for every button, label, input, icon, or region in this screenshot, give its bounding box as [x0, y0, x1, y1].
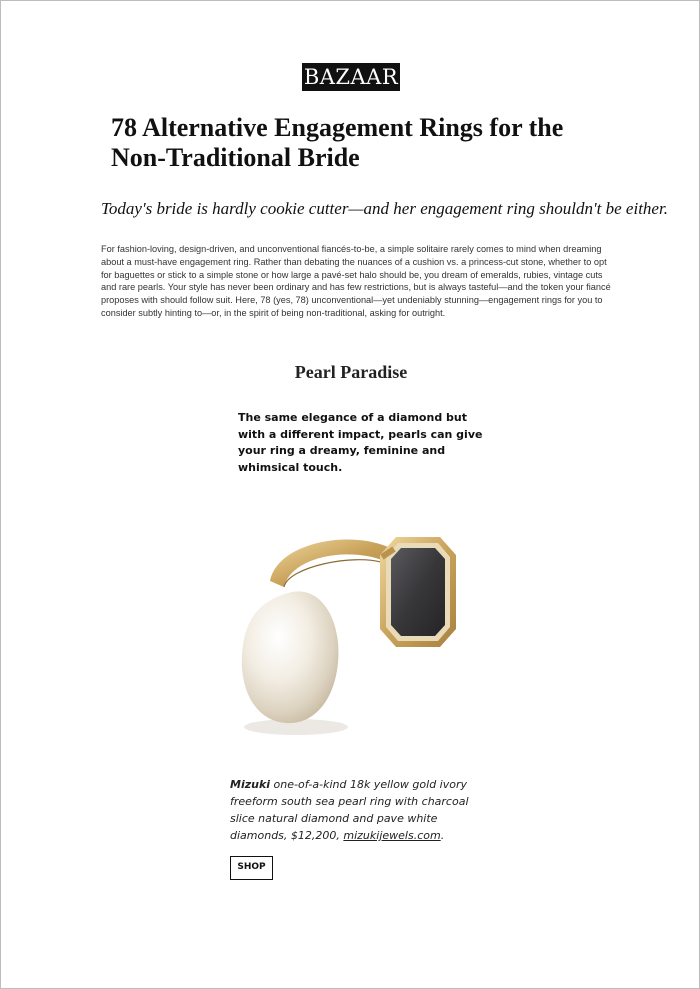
product-description: one-of-a-kind 18k yellow gold ivory freeform south sea pearl ring with charcoal slice natural diamond and pave white diamonds, $12,200, [230, 778, 469, 842]
section-title: Pearl Paradise [294, 362, 408, 382]
caption-trailing: . [440, 829, 445, 842]
bazaar-logo[interactable]: BAZAAR [303, 65, 399, 89]
pearl [242, 591, 339, 723]
product-link[interactable]: mizukijewels.com [343, 829, 441, 842]
article-dek: Today's bride is hardly cookie cutter—and her engagement ring shouldn't be either. [101, 199, 668, 218]
charcoal-diamond [391, 548, 445, 636]
section-intro: The same elegance of a diamond but with a different impact, pearls can give your ring a dreamy, feminine and whimsical touch. [238, 411, 483, 474]
product-caption [230, 776, 490, 844]
pearl-diamond-ring-image [234, 521, 496, 751]
shop-button[interactable]: SHOP [230, 856, 273, 880]
article-body: For fashion-loving, design-driven, and unconventional fiancés-to-be, a simple solitaire rarely comes to mind when dreaming about a must-have engagement ring. Rather than debating the nuances of a cushion vs. a princess-cut stone, whether to opt for baguettes or stick to a simple stone or how large a pavé-set halo should be, you dream of emeralds, rubies, vintage cuts and rare pearls. Your style has never been ordinary and has few restrictions, but is always tasteful—and the token your fiancé proposes with should follow suit. Here, 78 (yes, 78) unconventional—yet undeniably stunning—engagement rings for you to consider subtly hinting to—or, in the spirit of being non-traditional, asking for outright. [101, 244, 611, 318]
product-brand: Mizuki [230, 778, 271, 791]
article-title: 78 Alternative Engagement Rings for the Non-Traditional Bride [111, 113, 564, 172]
